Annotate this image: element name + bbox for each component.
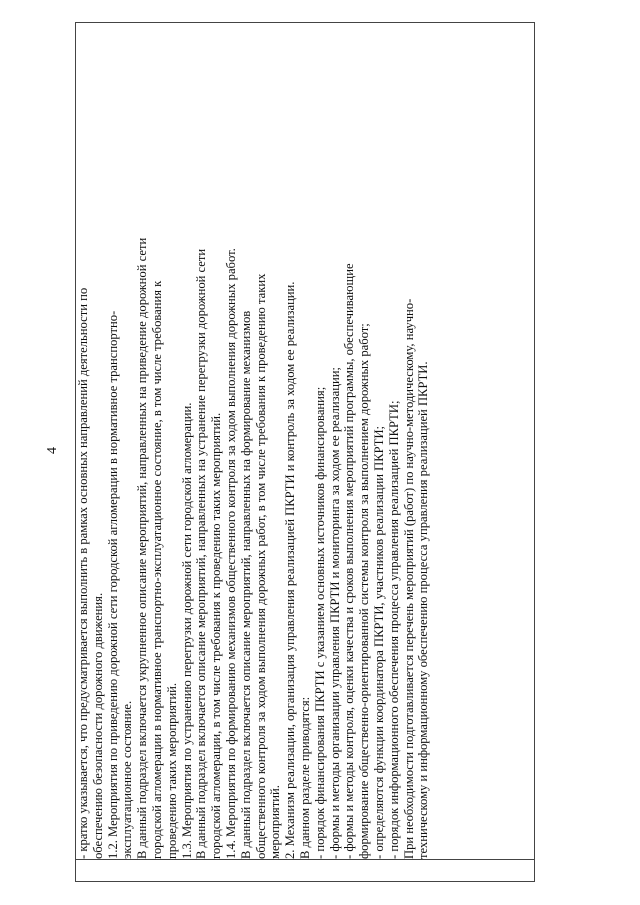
text-line: - формы и методы организации управления ПКРТИ и мониторинга за ходом ее реализации;	[327, 367, 342, 859]
text-line: В данном разделе приводятся:	[297, 696, 312, 859]
text-line: эксплуатационное состояние.	[120, 700, 135, 859]
text-line: 1.4. Мероприятия по формированию механизмов общественного контроля за ходом выполнения дорожных работ.	[223, 248, 238, 859]
table-text-cell	[76, 23, 535, 860]
text-line: - порядок финансирования ПКРТИ с указанием основных источников финансирования;	[312, 386, 327, 859]
text-line: В данный подраздел включается описание мероприятий, направленных на устранение перегрузки дорожной сети	[194, 248, 209, 859]
text-line: формирование общественно-ориентированной системы контроля за выполнением дорожных работ;	[357, 323, 372, 859]
text-body	[76, 23, 431, 859]
text-line: При необходимости подготавливается перечень мероприятий (работ) по научно-методическому, научно-	[401, 298, 416, 859]
text-line: техническому и информационному обеспечению процесса управления реализацией ПКРТИ.	[416, 361, 431, 859]
text-line: 1.3. Мероприятия по устранению перегрузки дорожной сети городской агломерации.	[179, 402, 194, 859]
page-number: 4	[45, 447, 60, 454]
text-line: общественного контроля за ходом выполнения дорожных работ, в том числе требования к проведению таких	[253, 273, 268, 859]
rotated-page-content	[75, 22, 535, 882]
text-line: - кратко указывается, что предусматривается выполнить в рамках основных направлений деятельности по	[76, 287, 90, 859]
text-line: В данный подраздел включается укрупненное описание мероприятий, направленных на приведение дорожной сети	[135, 237, 150, 859]
text-line: обеспечению безопасности дорожного движения.	[90, 592, 105, 859]
text-line: городской агломерации в нормативное транспортно-эксплуатационное состояние, в том числе требования к	[149, 280, 164, 859]
content-table	[75, 22, 535, 882]
table-left-column	[76, 860, 535, 882]
text-line: 1.2. Мероприятия по приведению дорожной сети городской агломерации в нормативное транспортно-	[105, 310, 120, 859]
text-line: - определяются функции координатора ПКРТИ, участников реализации ПКРТИ;	[371, 425, 386, 859]
text-line: 2. Механизм реализации, организация управления реализацией ПКРТИ и контроль за ходом ее реализации.	[283, 281, 298, 859]
text-line: городской агломерации, в том числе требования к проведению таких мероприятий.	[209, 412, 224, 859]
text-line: В данный подраздел включается описание мероприятий, направленных на формирование механизмов	[238, 310, 253, 859]
text-line: мероприятий.	[268, 785, 283, 859]
text-line: - формы и методы контроля, оценки качества и сроков выполнения мероприятий программы, обеспечивающие	[342, 263, 357, 859]
text-line: проведению таких мероприятий.	[164, 682, 179, 859]
text-line: - порядок информационного обеспечения процесса управления реализацией ПКРТИ;	[386, 400, 401, 859]
